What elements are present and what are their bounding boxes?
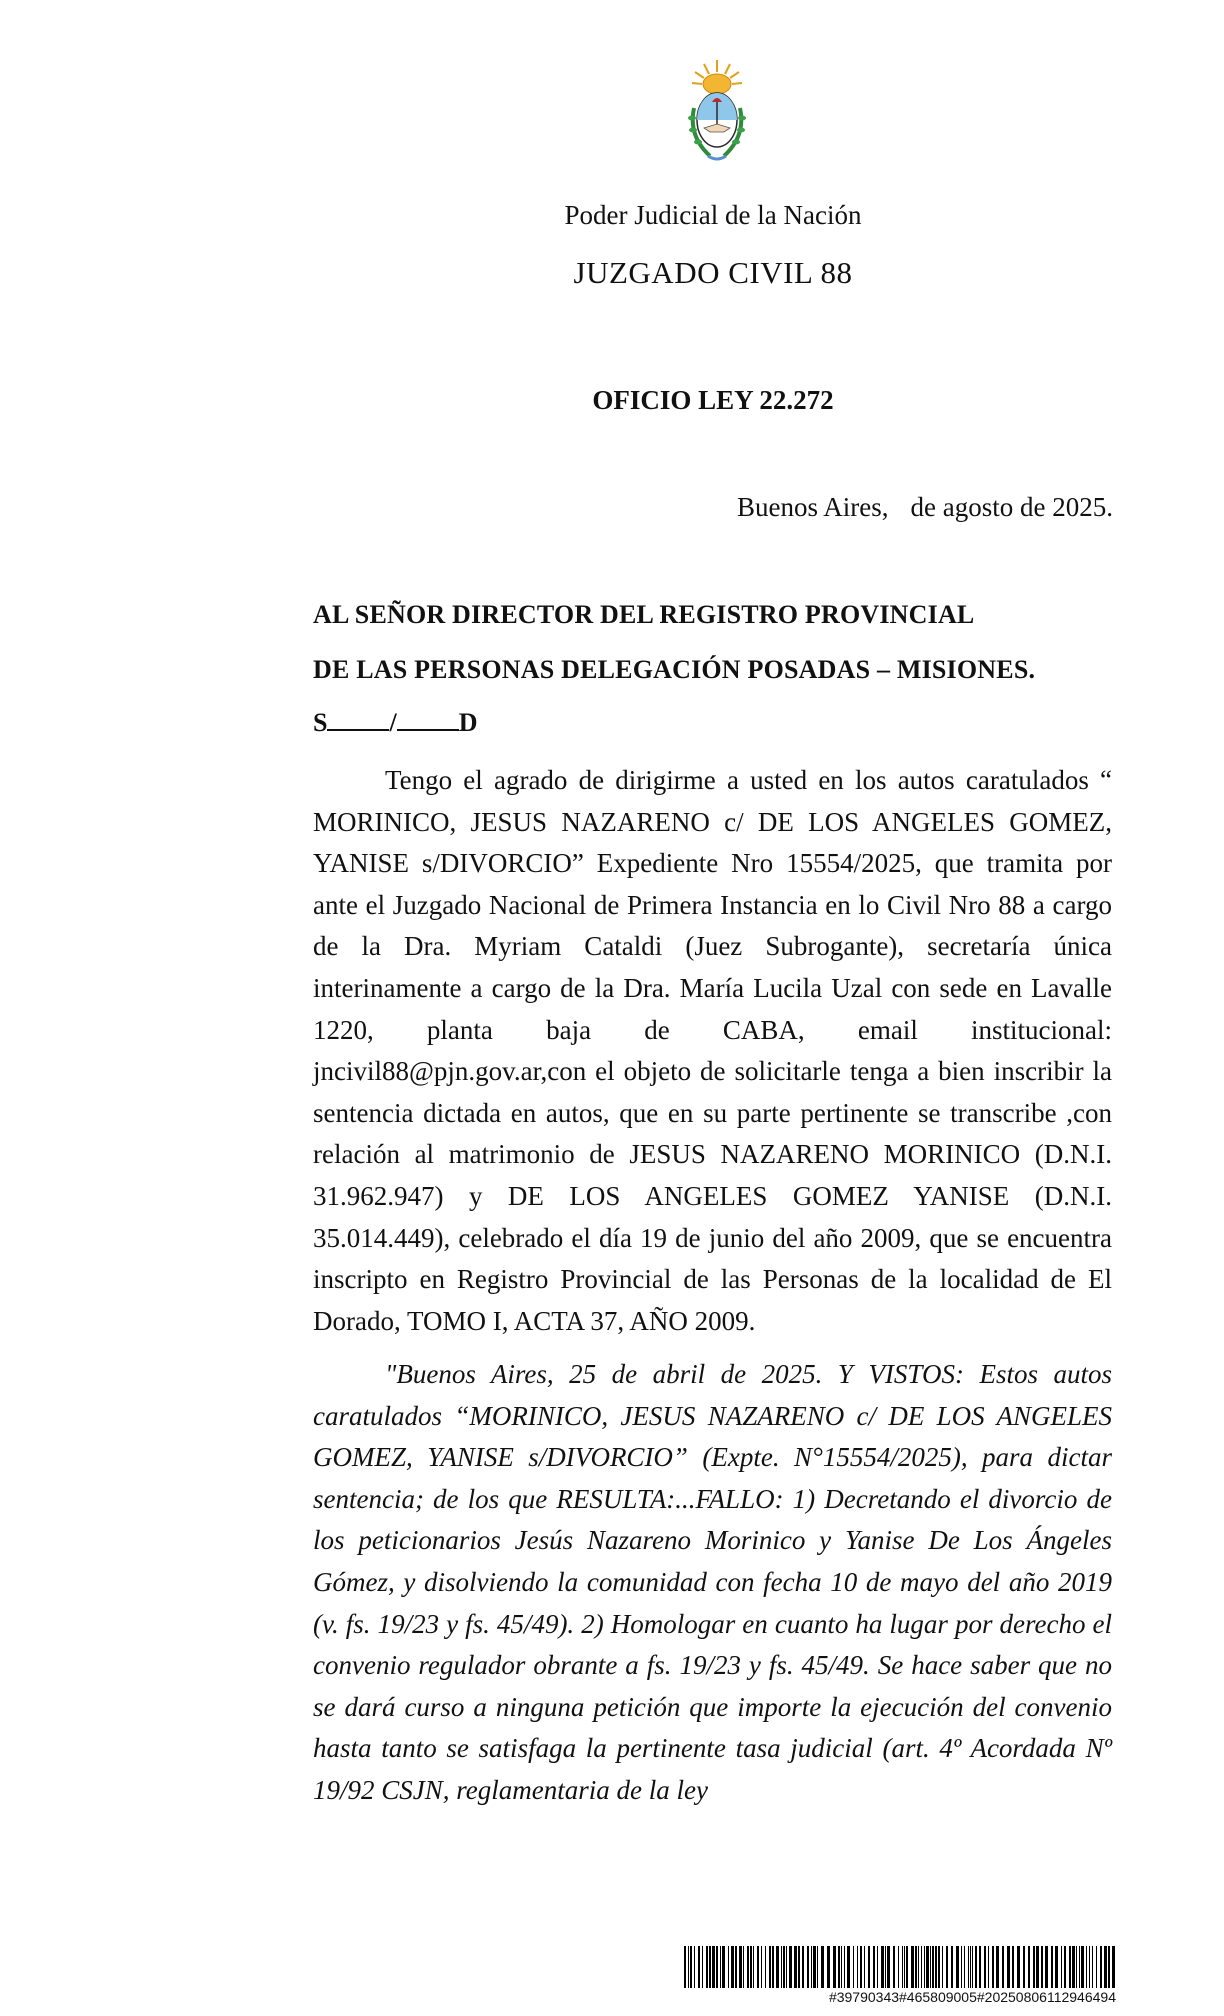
barcode-icon (684, 1946, 1116, 1988)
date-place: Buenos Aires, (737, 492, 889, 522)
addressee-line-1: AL SEÑOR DIRECTOR DEL REGISTRO PROVINCIAL (313, 600, 975, 629)
document-title: OFICIO LEY 22.272 (592, 385, 834, 415)
sd-slash: / (389, 708, 397, 737)
salutation-sd (313, 707, 477, 738)
sd-s: S (313, 708, 328, 737)
court-name: Poder Judicial de la Nación (564, 200, 862, 230)
addressee-line-2: DE LAS PERSONAS DELEGACIÓN POSADAS – MISIONES. (313, 655, 1036, 684)
date-line (737, 492, 1113, 523)
barcode-number: #39790343#465809005#20250806112946494 (828, 1989, 1116, 2005)
sentence-transcript-paragraph: "Buenos Aires, 25 de abril de 2025. Y VISTOS: Estos autos caratulados “MORINICO, JESUS NAZARENO c/ DE LOS ANGELES GOMEZ, YANISE s/DIVORCIO” (Expte. N°15554/2025), para dictar sentencia; de los que RESULTA:...FALLO: 1) Decretando el divorcio de los peticionarios Jesús Nazareno Morinico y Yanise De Los Ángeles Gómez, y disolviendo la comunidad con fecha 10 de mayo del año 2019 (v. fs. 19/23 y fs. 45/49). 2) Homologar en cuanto ha lugar por derecho el convenio regulador obrante a fs. 19/23 y fs. 45/49. Se hace saber que no se dará curso a ninguna petición que importe la ejecución del convenio hasta tanto se satisfaga la pertinente tasa judicial (art. 4º Acordada Nº 19/92 CSJN, reglamentaria de la ley (313, 1359, 1112, 1805)
sd-d: D (458, 708, 478, 737)
coat-of-arms-icon (680, 58, 754, 174)
date-text: de agosto de 2025. (910, 492, 1113, 522)
court-office: JUZGADO CIVIL 88 (573, 255, 853, 290)
body-paragraph-1: Tengo el agrado de dirigirme a usted en los autos caratulados “ MORINICO, JESUS NAZARENO c/ DE LOS ANGELES GOMEZ, YANISE s/DIVORCIO” Expediente Nro 15554/2025, que tramita por ante el Juzgado Nacional de Primera Instancia en lo Civil Nro 88 a cargo de la Dra. Myriam Cataldi (Juez Subrogante), secretaría única interinamente a cargo de la Dra. María Lucila Uzal con sede en Lavalle 1220, planta baja de CABA, email institucional: jncivil88@pjn.gov.ar,con el objeto de solicitarle tenga a bien inscribir la sentencia dictada en autos, que en su parte pertinente se transcribe ,con relación al matrimonio de JESUS NAZARENO MORINICO (D.N.I. 31.962.947) y DE LOS ANGELES GOMEZ YANISE (D.N.I. 35.014.449), celebrado el día 19 de junio del año 2009, que se encuentra inscripto en Registro Provincial de las Personas de la localidad de El Dorado, TOMO I, ACTA 37, AÑO 2009. (313, 765, 1112, 1336)
